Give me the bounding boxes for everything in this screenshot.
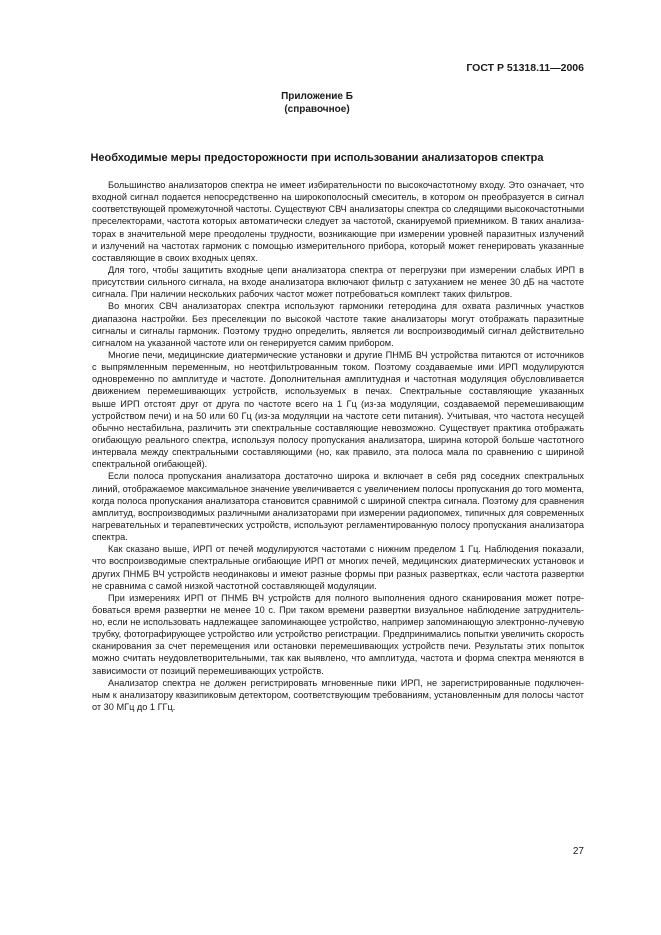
page-number: 27 [572,846,584,857]
paragraph-line: торах в значительной мере преодолены трудности, возникающие при измерении уровней паразитных излучений [92,228,584,239]
paragraph-line: интервала между спектральными составляющими (но, как правило, эта полоса мала по сравнению с шириной [92,447,584,458]
paragraph-1 [92,179,584,264]
paragraph-line: преселекторами, частота которых автоматически следует за частотой, сканируемой приемником. В таких анализа- [92,216,584,227]
paragraph-line: и излучений на частотах гармоник с помощью измерительного прибора, который может генерировать указанные [92,240,584,251]
paragraph-line: Большинство анализаторов спектра не имеет избирательности по высокочастотному входу. Это означает, что [108,180,584,190]
paragraph-line: боваться время развертки не менее 10 с. При таком времени развертки визуальное наблюдение затруднитель- [92,604,584,615]
paragraph-6 [92,543,584,592]
paragraph-8 [92,677,584,713]
paragraph-3 [92,300,584,349]
paragraph-line: ным к анализатору квазипиковым детектором, соответствующим требованиям, установленным для полосы частот [92,689,584,700]
paragraph-line: движением перемешивающих устройств, используемых в печах. Спектральные составляющие указанных [92,386,584,397]
paragraph-line: нагревательных и терапевтических устройств, используют регламентированную полосу пропускания анализатора [92,519,584,530]
paragraph-line: спектра. [92,532,128,543]
paragraph-line: Для того, чтобы защитить входные цепи анализатора спектра от перегрузки при измерении слабых ИРП в [108,264,584,275]
paragraph-line: диапазона настройки. Без преселекции по высокой частоте такие анализаторы могут отображать паразитные [92,313,584,324]
paragraph-line: можно считать неудовлетворительными, так как выявлено, что амплитуда, частота и форма спектра меняются в [92,653,584,664]
paragraph-5 [92,470,584,543]
paragraph-line: сигналом на указанной частоте или он генерируется самим прибором. [92,337,394,348]
paragraph-line: линий, отображаемое максимальное значение увеличивается с увеличением полосы пропускания до того момента, [92,483,584,494]
paragraph-line: сигналы и сигналы гармоник. Поэтому трудно определить, является ли воспроизводимый сигнал действительно [92,325,584,336]
paragraph-line: выше ИРП отстоят друг от друга по частоте всего на 1 Гц (из-за модуляции, создаваемой перемешивающим [92,398,584,409]
paragraph-line: Если полоса пропускания анализатора достаточно широка и включает в себя ряд соседних спектральных [108,471,584,482]
paragraph-line: обычно нестабильна, различить эти спектральные составляющие невозможно. Существует практика отображать [92,422,584,433]
paragraph-line: устройством печи) и на 50 или 60 Гц (из-за модуляции на частоте сети питания). Учитывая, что частота несущей [92,410,584,421]
paragraph-line: амплитуд, воспроизводимых различными анализаторами при измерении радиопомех, типичных для современных [92,507,584,518]
paragraph-line: составляющие в своих входных цепях. [92,252,258,263]
standard-code-header: ГОСТ Р 51318.11—2006 [466,62,584,74]
paragraph-line: Во многих СВЧ анализаторах спектра используют гармоники гетеродина для охвата различных участков [108,301,584,312]
appendix-heading [67,90,567,116]
appendix-type: (справочное) [284,104,350,115]
paragraph-4 [92,349,584,470]
paragraph-7 [92,592,584,677]
paragraph-line: с выпрямленным переменным, но неотфильтрованным током. Поэтому создаваемые ими ИРП модулируются [92,362,584,373]
paragraph-line: Анализатор спектра не должен регистрировать мгновенные пики ИРП, не зарегистрированные подключен- [108,677,584,688]
paragraph-line: соответствующей промежуточной частоты. Существуют СВЧ анализаторы спектра со следящими высокочастотными [92,204,584,215]
paragraph-line: зависимости от позиций перемешивающих устройств. [92,665,324,676]
paragraph-line: не сравнима с самой низкой частотной составляющей модуляции. [92,580,377,591]
section-title: Необходимые меры предосторожности при использовании анализаторов спектра [90,152,544,164]
paragraph-line: спектральной огибающей). [92,459,208,470]
paragraph-line: других ПНМБ ВЧ устройств неодинаковы и имеют разные формы при разных развертках, если частота развертки [92,568,584,579]
paragraph-line: присутствии сильного сигнала, на входе анализатора включают фильтр с затуханием не менее 30 дБ на частоте [92,277,584,288]
body-text [92,179,584,713]
paragraph-line: от 30 МГц до 1 ГГц. [92,702,176,713]
paragraph-line: Как сказано выше, ИРП от печей модулируются частотами с нижним пределом 1 Гц. Наблюдения показали, [108,544,584,555]
paragraph-line: что воспроизводимые спектральные огибающие ИРП от многих печей, медицинских диатермических установок и [92,556,584,567]
paragraph-line: сигнала. При наличии нескольких рабочих частот может потребоваться комплект таких фильтров. [92,289,513,300]
appendix-label: Приложение Б [281,91,353,102]
paragraph-line: но, если не использовать надлежащее запоминающее устройство, например запоминающую электронно-лучевую [92,617,584,628]
paragraph-line: Многие печи, медицинские диатермические установки и другие ПНМБ ВЧ устройства питаются от источников [108,349,584,360]
paragraph-line: огибающую реального спектра, используя полосу пропускания анализатора, ширина которой больше частотного [92,434,584,445]
paragraph-line: сканирования за счет перемещения или остановки перемешивающих устройств печи. Результаты этих попыток [92,641,584,652]
paragraph-line: когда полоса пропускания анализатора становится сравнимой с шириной спектра сигнала. Поэтому для сравнения [92,495,584,506]
paragraph-2 [92,264,584,300]
paragraph-line: входной сигнал подается непосредственно на широкополосный смеситель, в котором он преобразуется в сигнал [92,192,584,203]
paragraph-line: При измерениях ИРП от ПНМБ ВЧ устройств для полного выполнения одного сканирования может потре- [108,592,584,603]
paragraph-line: одновременно по амплитуде и частоте. Дополнительная амплитудная и частотная модуляция обусловливается [92,374,584,385]
paragraph-line: трубку, фотографирующее устройство или устройство регистрации. Предпринимались попытки увеличить скорость [92,629,584,640]
